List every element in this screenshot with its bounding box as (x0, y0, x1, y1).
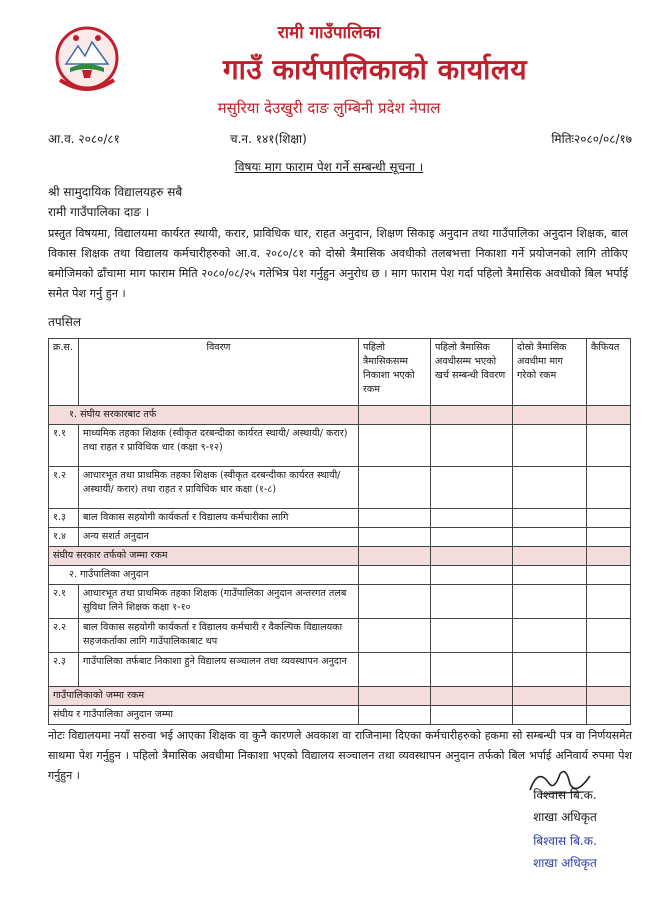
table-cell[interactable] (431, 653, 513, 687)
table-cell[interactable] (513, 566, 587, 585)
row-description: आधारभूत तथा प्राथमिक तहका शिक्षक (गाउँपालिका अनुदान अन्तरगत तलब सुविधा लिने शिक्षक कक्षा १-१० (79, 585, 359, 619)
recipient-line-2: रामी गाउँपालिका दाङ । (48, 205, 150, 219)
row-description: बाल विकास सहयोगी कार्यकर्ता र विद्यालय कर्मचारी र वैकल्पिक विद्यालयका सहजकर्ताका लागि गाउँपालिकाबाट थप (79, 619, 359, 653)
section-row (49, 406, 631, 425)
table-cell[interactable] (587, 566, 631, 585)
table-cell[interactable] (359, 467, 431, 509)
table-cell[interactable] (513, 547, 587, 566)
subject-text: विषयः माग फाराम पेश गर्ने सम्बन्धी सूचना । (234, 160, 424, 174)
office-address: मसुरिया देउखुरी दाङ लुम्बिनी प्रदेश नेपाल (217, 99, 441, 117)
total-row (49, 706, 631, 725)
recipient-line-1: श्री सामुदायिक विद्यालयहरु सबै (48, 185, 183, 199)
table-cell[interactable] (587, 406, 631, 425)
subject-line (0, 158, 658, 175)
table-cell[interactable] (431, 528, 513, 547)
tapsil-heading: तपसिल (48, 315, 82, 329)
total-federal: संघीय सरकार तर्फको जम्मा रकम (49, 547, 359, 566)
table-cell[interactable] (359, 509, 431, 528)
header-first-quarter-expense: पहिलो त्रैमासिक अवधीसम्म भएको खर्च सम्बन्धी विवरण (431, 339, 513, 406)
table-cell[interactable] (359, 528, 431, 547)
total-row (49, 687, 631, 706)
table-cell[interactable] (587, 528, 631, 547)
row-sn: १.४ (49, 528, 79, 547)
table-cell[interactable] (513, 509, 587, 528)
table-cell[interactable] (359, 706, 431, 725)
table-cell[interactable] (431, 547, 513, 566)
stamp-role: शाखा अधिकृत (533, 856, 597, 870)
table-cell[interactable] (513, 406, 587, 425)
signer-role: शाखा अधिकृत (533, 810, 597, 824)
row-sn: २.२ (49, 619, 79, 653)
header-second-quarter-demand: दोस्रो त्रैमासिक अवधीमा माग गरेको रकम (513, 339, 587, 406)
table-cell[interactable] (587, 547, 631, 566)
table-header-row (49, 339, 631, 406)
row-sn: १.३ (49, 509, 79, 528)
table-cell[interactable] (431, 425, 513, 467)
table-cell[interactable] (359, 653, 431, 687)
row-sn: १.१ (49, 425, 79, 467)
table-cell[interactable] (587, 467, 631, 509)
row-description: बाल विकास सहयोगी कार्यकर्ता र विद्यालय कर्मचारीका लागि (79, 509, 359, 528)
table-cell[interactable] (513, 425, 587, 467)
table-cell[interactable] (587, 425, 631, 467)
table-cell[interactable] (431, 619, 513, 653)
total-row (49, 547, 631, 566)
table-cell[interactable] (513, 467, 587, 509)
table-cell[interactable] (587, 619, 631, 653)
municipality-name: रामी गाउँपालिका (277, 23, 381, 43)
row-sn: १.२ (49, 467, 79, 509)
note-text: नोटः विद्यालयमा नयाँ सरुवा भई आएका शिक्षक वा कुनै कारणले अवकाश वा राजिनामा दिएका कर्मचारीहरुको हकमा सो सम्बन्धी पत्र वा निर्णयसमेत साथमा पेश गर्नुहुन । पहिलो त्रैमासिक अवधीमा निकाशा भएको विद्यालय सञ्चालन तथा व्यवस्थापन अनुदान तर्फको बिल भर्पाई अनिवार्य रुपमा पेश गर्नुहुन । (48, 729, 632, 782)
table-cell[interactable] (513, 619, 587, 653)
row-sn: २.३ (49, 653, 79, 687)
table-cell[interactable] (431, 687, 513, 706)
dispatch-number: च.न. १४१(शिक्षा) (230, 132, 307, 146)
fiscal-year: आ.व. २०८०/८१ (48, 132, 120, 146)
recipient (48, 182, 182, 222)
table-cell[interactable] (359, 619, 431, 653)
section-federal: १. संघीय सरकारबाट तर्फ (49, 406, 359, 425)
row-description: माध्यमिक तहका शिक्षक (स्वीकृत दरबन्दीका कार्यरत स्थायी/ अस्थायी/ करार) तथा राहत र प्राविधिक धार (कक्षा ९-१२) (79, 425, 359, 467)
table-row (49, 585, 631, 619)
table-cell[interactable] (431, 467, 513, 509)
table-row (49, 509, 631, 528)
table-cell[interactable] (359, 687, 431, 706)
table-cell[interactable] (359, 406, 431, 425)
signer-name: विश्वास बि.क. (533, 788, 597, 802)
table-cell[interactable] (359, 425, 431, 467)
row-description: आधारभूत तथा प्राथमिक तहका शिक्षक (स्वीकृत दरबन्दीका कार्यरत स्थायी/ अस्थायी/ करार) तथा राहत र प्राविधिक धार कक्षा (१-८) (79, 467, 359, 509)
table-cell[interactable] (513, 653, 587, 687)
table-cell[interactable] (359, 566, 431, 585)
letter-date: मितिः२०८०/०८/१७ (551, 132, 632, 146)
header-description: विवरण (79, 339, 359, 406)
table-cell[interactable] (359, 547, 431, 566)
table-row (49, 619, 631, 653)
table-cell[interactable] (587, 509, 631, 528)
table-cell[interactable] (587, 653, 631, 687)
table-cell[interactable] (431, 509, 513, 528)
table-cell[interactable] (587, 706, 631, 725)
demand-form-table (48, 338, 631, 725)
table-cell[interactable] (431, 706, 513, 725)
total-grand: संघीय र गाउँपालिका अनुदान जम्मा (49, 706, 359, 725)
table-row (49, 467, 631, 509)
row-description: गाउँपालिका तर्फबाट निकाशा हुने विद्यालय सञ्चालन तथा व्यवस्थापन अनुदान (79, 653, 359, 687)
stamp-name: बिश्वास बि.क. (533, 834, 597, 848)
table-cell[interactable] (359, 585, 431, 619)
table-row (49, 528, 631, 547)
section-row (49, 566, 631, 585)
table-row (49, 653, 631, 687)
table-row (49, 425, 631, 467)
row-description: अन्य सशर्त अनुदान (79, 528, 359, 547)
letter-meta (48, 130, 632, 148)
total-municipality: गाउँपालिकाको जम्मा रकम (49, 687, 359, 706)
table-cell[interactable] (513, 706, 587, 725)
letter-body: प्रस्तुत विषयमा, विद्यालयमा कार्यरत स्थायी, करार, प्राविधिक धार, राहत अनुदान, शिक्षण सिकाइ अनुदान तथा गाउँपालिका अनुदान शिक्षक, बाल विकास शिक्षक तथा विद्यालय कर्मचारीहरुको आ.व. २०८०/८१ को दोस्रो त्रैमासिक अवधीको तलबभत्ता निकाशा गर्ने प्रयोजनको लागि तोकिए बमोजिमको ढाँचामा माग फाराम मिति २०८०/०८/२५ गतेभित्र पेश गर्नुहुन अनुरोध छ । माग फाराम पेश गर्दा पहिलो त्रैमासिक अवधीको बिल भर्पाई समेत पेश गर्नु हुन । (48, 227, 628, 300)
header-remarks: कैफियत (587, 339, 631, 406)
header-first-quarter-released: पहिलो त्रैमासिकसम्म निकाशा भएको रकम (359, 339, 431, 406)
office-title: गाउँ कार्यपालिकाको कार्यालय (222, 53, 528, 86)
row-sn: २.१ (49, 585, 79, 619)
table-cell[interactable] (431, 566, 513, 585)
header-sn: क्र.स. (49, 339, 79, 406)
table-cell[interactable] (587, 585, 631, 619)
table-cell[interactable] (513, 585, 587, 619)
table-cell[interactable] (431, 585, 513, 619)
table-cell[interactable] (513, 687, 587, 706)
table-cell[interactable] (513, 528, 587, 547)
section-municipality: २. गाउँपालिका अनुदान (49, 566, 359, 585)
table-cell[interactable] (431, 406, 513, 425)
table-cell[interactable] (587, 687, 631, 706)
